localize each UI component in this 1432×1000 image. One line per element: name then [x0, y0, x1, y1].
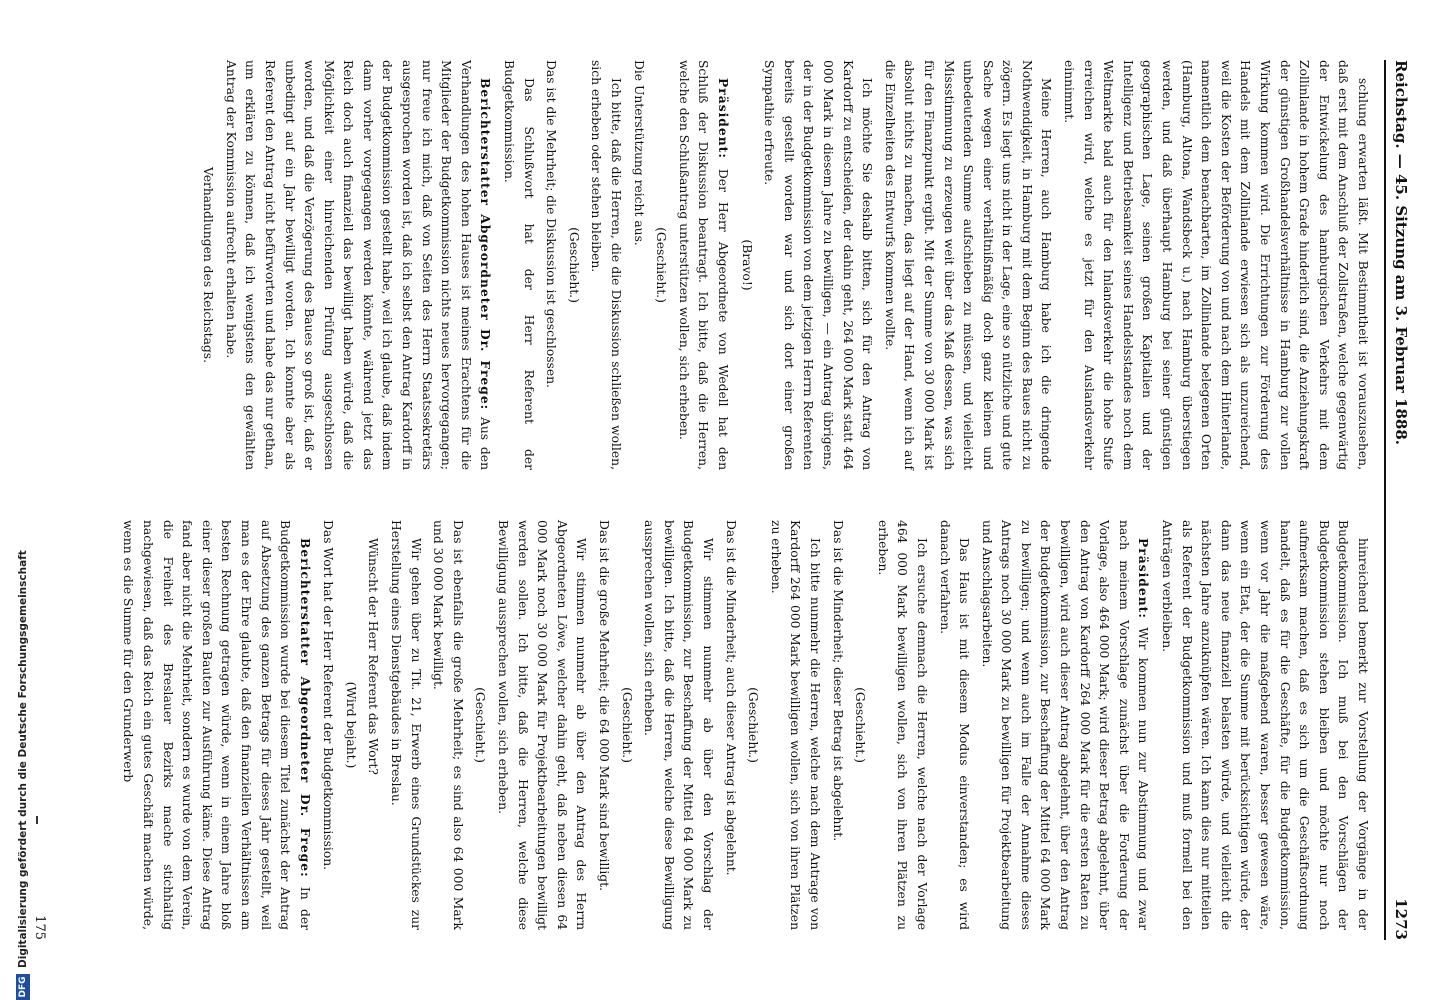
paragraph [470, 520, 490, 930]
page-number: 1273 [1392, 898, 1410, 940]
paragraph-text: Das Wort hat der Herr Referent der Budgetkommission. [321, 520, 336, 871]
dfg-logo-icon: DFG [16, 974, 30, 1000]
paragraph-text: Ich ersuche demnach die Herren, welche nach der Vorlage 464 000 Mark bewilligen wollen, sich von ihren Plätzen zu erheben. [875, 520, 929, 930]
paragraph-text: Das Schlußwort hat der Herr Referent der Budgetkommission. [502, 60, 536, 470]
paragraph [934, 520, 973, 930]
paragraph-text: Ich bitte nunmehr die Herren, welche nach dem Antrage von Kardorff 264 000 Mark bewilligen wollen, sich von ihren Plätzen zu erheben. [768, 520, 822, 930]
paragraph-text: Der Herr Abgeordnete von Wedell hat den Schluß der Diskussion beantragt. Ich bitte, daß die Herren, welche den Schlußantrag unterstützen wollen, sich erheben. [676, 60, 730, 470]
paragraph-text: (Geschieht.) [566, 227, 581, 303]
right-column [115, 520, 1372, 930]
paragraph-text: (Wird bejaht.) [343, 681, 358, 769]
paragraph [759, 60, 877, 470]
paragraph-text: Aus den Verhandlungen des hohen Hauses ist meines Erachtens für die Mitglieder der Budgetkommission nichts neues hervorgegangen; nur freue ich mich, daß von Seiten des Herrn Staatssekretärs ausgesprochen worden ist, daß ich selbst den Antrag Kardorff in der Budgetkommission gestellt habe, weil ich glaube, daß indem dann vorher vorgegangen werden könnte, während jetzt das Reich doch auch finanziell das bewilligt haben würde, daß die Möglichkeit einer hinreichenden Prüfung ausgeschlossen worden, und daß die Verzögerung des Baues so groß ist, daß er unbedingt auf ein Jahr bewilligt worden. Ich konnte aber als Referent den Antrag nicht befürworten und habe das nur gethan, um erklären zu können, daß ich wenigstens den gewählten Antrag der Kommission aufrecht erhalten habe. [223, 60, 493, 470]
paragraph-text: Das ist die Minderheit; auch dieser Antrag ist abgelehnt. [723, 520, 738, 876]
paragraph [318, 520, 338, 930]
paragraph [976, 520, 1153, 930]
paragraph [1059, 60, 1373, 470]
paragraph-text: (Geschieht.) [853, 687, 868, 763]
paragraph-text: Das ist die Mehrheit; die Diskussion ist geschlossen. [544, 60, 559, 388]
paragraph-text: (Geschieht.) [746, 687, 761, 763]
paragraph [220, 60, 495, 470]
paragraph [363, 520, 383, 930]
paragraph [428, 520, 467, 930]
paragraph [1156, 520, 1372, 930]
paragraph-text: (Geschieht.) [473, 687, 488, 763]
paragraph-text: hinreichend bemerkt zur Vorstellung der Vorgänge in der Budgetkommission. Ich muß bei den Vorschlägen der Budgetkommission stehen bleiben und möchte nur noch aufmerksam machen, daß es sich um die Geschäftsordnung handelt, daß es für die Geschäfte, für die Budgetkommission, wenn vor Jahr die maßgebend waren, besser gewesen wäre, wenn ein Etat, der die Summe mit berücksichtigen würde, der dann das neue finanziell belasten würde, und vielleicht die nächsten Jahre anzuknüpfen wären. Ich kann dies nur mitteilen als Referent der Budgetkommission und muß formell bei den Anträgen verbleiben. [1160, 520, 1370, 930]
paragraph-text: Verhandlungen des Reichstags. [201, 166, 216, 364]
paragraph-text: Meine Herren, auch Hamburg habe ich die dringende Nothwendigkeit, in Hamburg mit dem Beginn des Baues nicht zu zögern. Es liegt uns nicht in der Lage, eine so nützliche und gute Sache wegen einer verhältnißmäßig doch ganz kleinen und unbedeutenden Summe aufschieben zu müssen, und vielleicht Missstimmung zu erzeugen weit über das Maß dessen, was sich für den Finanzpunkt ergibt. Mit der Summe von 30 000 Mark ist absolut nichts zu machen, das liegt auf der Hand, wenn ich auf die Einzelheiten des Entwurfs kommen wollte. [882, 60, 1054, 470]
paragraph-text: Wir stimmen nunmehr ab über den Vorschlag der Budgetkommission, zur Beschaffung der Mittel 64 000 Mark zu bewilligen. Ich bitte, daß die Herren, welche diese Bewilligung aussprechen wollen, sich erheben. [642, 520, 715, 930]
paragraph [736, 60, 756, 470]
paragraph-text: Das ist die Minderheit; dieser Betrag ist abgelehnt. [830, 520, 845, 842]
paragraph [492, 520, 590, 930]
paragraph [850, 520, 870, 930]
paragraph [872, 520, 931, 930]
paragraph [386, 520, 425, 930]
paragraph [541, 60, 561, 470]
credit-text: Digitalisierung gefördert durch die Deutsche Forschungsgemeinschaft [17, 550, 29, 968]
paragraph-text: In der Budgetkommission wurde bei diesem Titel zunächst der Antrag auf Absetzung des ganzen Betrags für dieses Jahr gestellt, weil man es der Ehre glaubte, daß den finanziellen Verhältnissen am besten Rechnung getragen würde, wenn in einem Jahre bloß einer dieser großen Bauten zur Ausführung käme. Diese Antrag fand aber nicht die Mehrheit, sondern es wurde von dem Verein, die Freiheit des Breslauer Bezirks mache stichhaltig nachgewiesen, daß das Reich ein gutes Geschäft machen würde, wenn es die Summe für den Grunderwerb [121, 520, 312, 931]
paragraph-text: (Geschieht.) [619, 687, 634, 763]
paragraph [593, 520, 613, 930]
digitization-credit [8, 0, 38, 1000]
paragraph-text: Das Haus ist mit diesem Modus einverstanden; es wird danach verfahren. [937, 520, 972, 930]
paragraph [720, 520, 740, 930]
paragraph [616, 520, 636, 930]
left-column [195, 60, 1372, 470]
paragraph-text: (Bravo!) [739, 239, 754, 291]
paragraph-text: Wir gehen über zu Tit. 21, Erwerb eines Grundstückes zur Herstellung eines Dienstgebäudes in Breslau. [389, 520, 423, 930]
speaker-name: Berichterstatter Abgeordneter Dr. Frege: [478, 78, 494, 411]
paragraph [651, 60, 671, 470]
page-mark: 175 [32, 915, 47, 940]
paragraph [118, 520, 315, 930]
speaker-name: Präsident: [716, 78, 731, 159]
paragraph [586, 60, 625, 470]
paragraph [340, 520, 360, 930]
paragraph-text: (Geschieht.) [654, 227, 669, 303]
paragraph [639, 520, 717, 930]
paragraph [827, 520, 847, 930]
speaker-name: Berichterstatter Abgeordneter Dr. Frege: [297, 538, 313, 878]
paragraph [198, 60, 218, 470]
paragraph [628, 60, 648, 470]
paragraph-text: Das ist ebenfalls die große Mehrheit; es sind also 64 000 Mark und 30 000 Mark bewilligt. [431, 520, 465, 930]
paragraph [563, 60, 583, 470]
paragraph-text: Das ist die große Mehrheit; die 64 000 Mark sind bewilligt. [597, 520, 612, 891]
paragraph-text: schlung erwarten läßt. Mit Bestimmtheit ist vorauszusehen, daß erst mit dem Anschluß der Zollstraßen, welche gegenwärtig der Entwickelung des hamburgischen Verkehrs mit dem Zollinlande in hohem Grade hinderlich sind, die Anziehungskraft der günstigen Großhandelsverhältnisse in Hamburg zur vollen Wirkung kommen wird. Die Errichtungen zur Förderung des Handels mit dem Zollinlande erwiesen sich als unzureichend, weil die Kosten der Beförderung von und nach dem Hinterlande, namentlich dem benachbarten, im Zollinlande belegenen Orten (Hamburg, Altona, Wandsbeck u.) nach Hamburg überstiegen werden, und daß überhaupt Hamburg bei seiner günstigen geographischen Lage, seinen großen Kapitalien und der Intelligenz und Betriebsamkeit seines Handelsstandes noch dem Weltmarkte bald auch für den Inlandsverkehr die hohe Stufe erreichen wird, welche es jetzt für den Auslandsverkehr einnimmt. [1062, 60, 1370, 470]
session-title: Reichstag. — 45. Sitzung am 3. Februar 1888. [1392, 60, 1410, 445]
paragraph-text: Wir stimmen nunmehr ab über den Antrag des Herrn Abgeordneten Löwe, welcher dahin geht, daß neben diesen 64 000 Mark noch 30 000 Mark für Projektbearbeitungen bewilligt werden sollen. Ich bitte, daß die Herren, welche diese Bewilligung aussprechen wollen, sich erheben. [496, 520, 589, 930]
paragraph-text: Wünscht der Herr Referent das Wort? [366, 538, 381, 775]
paragraph-text: Wir kommen nun zur Abstimmung und zwar nach meinem Vorschlage zunächst über die Forderung der Vorlage, also 464 000 Mark; wird dieser Betrag abgelehnt, über den Antrag von Kardorff 264 000 Mark für die ersten Raten zu bewilligen, wird auch dieser Antrag abgelehnt, über den Antrag der Budgetkommission, zur Beschaffung der Mittel 64 000 Mark zu bewilligen; und wenn auch im Falle der Annahme dieses Antrags noch 30 000 Mark zu bewilligen für Projektbearbeitung und Anschlagsarbeiten. [979, 520, 1151, 930]
paragraph [879, 60, 1055, 470]
paragraph [743, 520, 763, 930]
paragraph [498, 60, 537, 470]
paragraph [765, 520, 824, 930]
paragraph-text: Die Unterstützung reicht aus. [631, 60, 646, 246]
speaker-name: Präsident: [1136, 538, 1152, 619]
page-header [1384, 60, 1420, 940]
paragraph-text: Ich möchte Sie deshalb bitten, sich für den Antrag von Kardorff zu entscheiden, der dahin geht, 264 000 Mark statt 464 000 Mark in diesem Jahre zu bewilligen, — ein Antrag übrigens, der in der Budgetkommission von dem jetzigen Herrn Referenten bereits gestellt worden war und sich dort einer großen Sympathie erfreute. [762, 60, 875, 470]
paragraph-text: Ich bitte, daß die Herren, die die Diskussion schließen wollen, sich erheben oder stehen bleiben. [589, 60, 624, 470]
paragraph [673, 60, 733, 470]
